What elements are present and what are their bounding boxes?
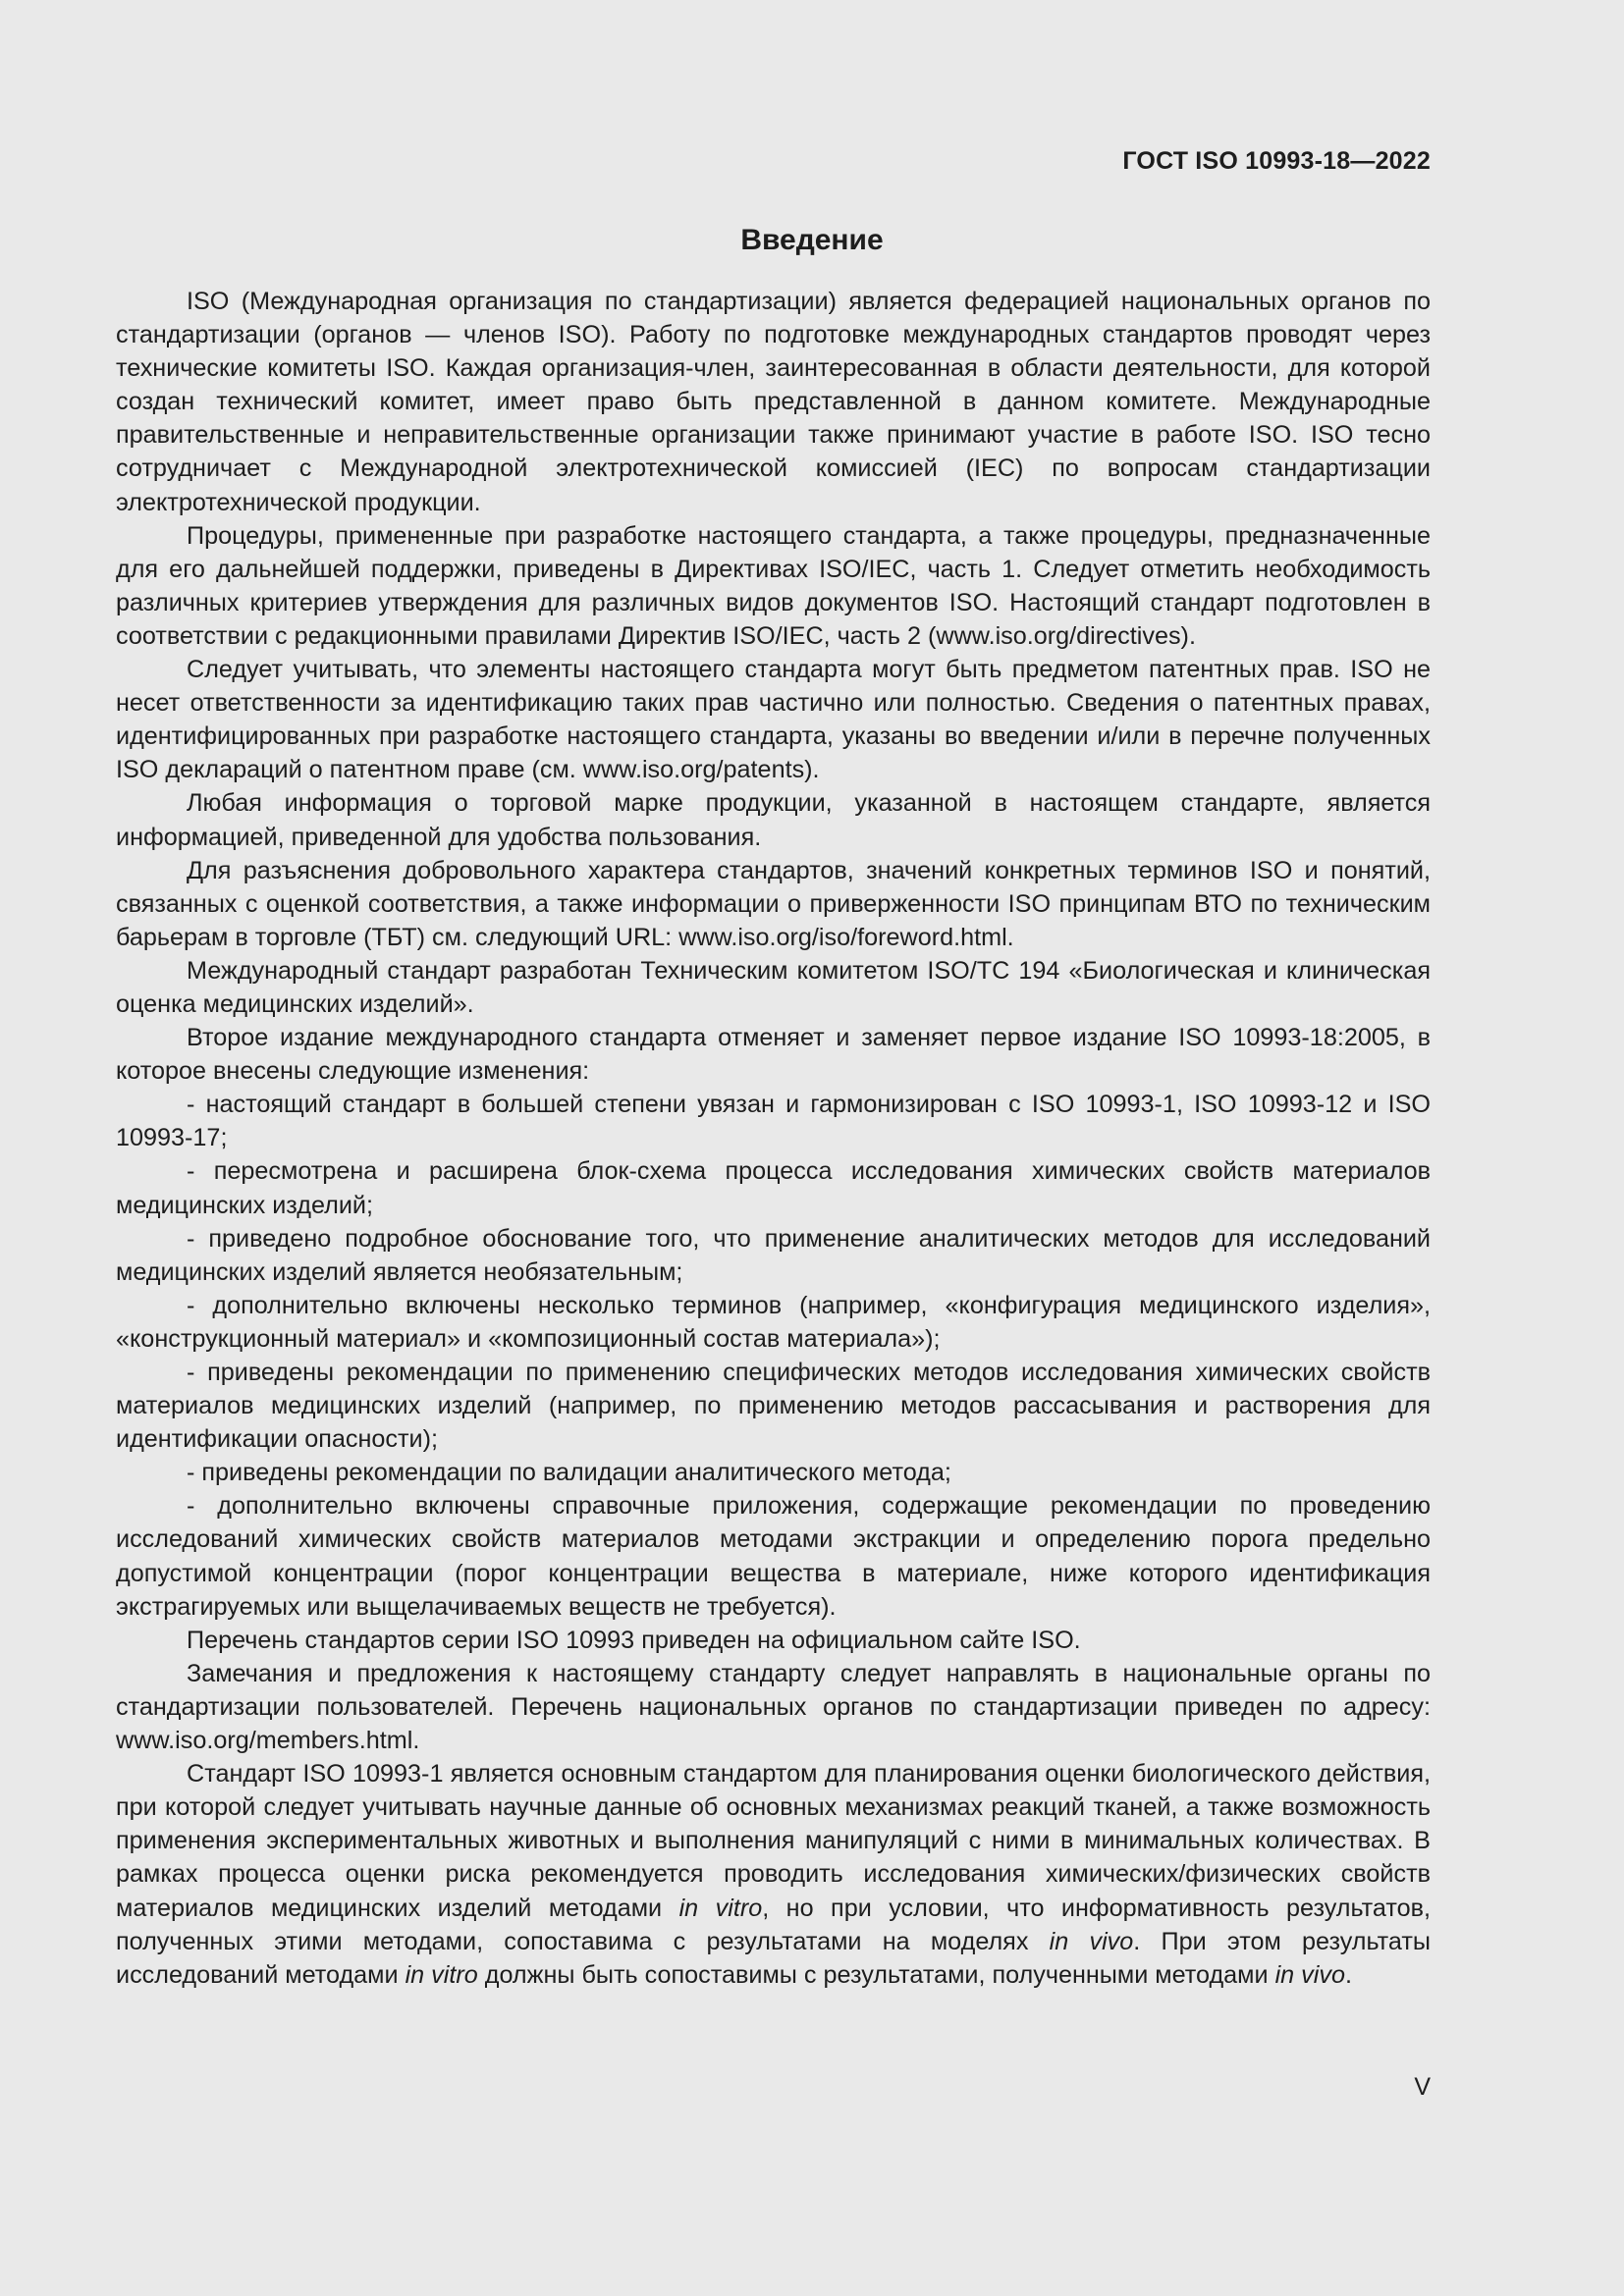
document-body — [116, 285, 1431, 1992]
paragraph-procedures: Процедуры, примененные при разработке настоящего стандарта, а также процедуры, предназначенные для его дальнейшей поддержки, приведены в Директивах ISO/IEC, часть 1. Следует отметить необходимость различных критериев утверждения для различных видов документов ISO. Настоящий стандарт подготовлен в соответствии с редакционными правилами Директив ISO/IEC, часть 2 (www.iso.org/directives). — [116, 521, 1431, 650]
list-item: - дополнительно включены справочные приложения, содержащие рекомендации по проведению исследований химических свойств материалов методами экстракции и определению порога предельно допустимой концентрации (порог концентрации вещества в материале, ниже которого идентификация экстрагируемых или выщелачиваемых веществ не требуется). — [116, 1492, 1431, 1621]
paragraph-patents: Следует учитывать, что элементы настоящего стандарта могут быть предметом патентных прав. ISO не несет ответственности за идентификацию таких прав частично или полностью. Сведения о патентных правах, идентифицированных при разработке настоящего стандарта, указаны во введении и/или в перечне полученных ISO деклараций о патентном праве (см. www.iso.org/patents). — [116, 656, 1431, 784]
italic-term: in vitro — [405, 1960, 478, 1989]
text-segment: должны быть сопоставимы с результатами, полученными методами — [477, 1960, 1275, 1989]
text-segment: . — [1344, 1960, 1352, 1989]
changes-list — [116, 1088, 1431, 1624]
list-item: - приведено подробное обоснование того, что применение аналитических методов для исследований медицинских изделий является необязательным; — [116, 1224, 1431, 1286]
paragraph-series-list: Перечень стандартов серии ISO 10993 приведен на официальном сайте ISO. — [187, 1626, 1081, 1654]
list-item: - приведены рекомендации по применению специфических методов исследования химических свойств материалов медицинских изделий (например, по применению методов рассасывания и растворения для идентификации опасности); — [116, 1359, 1431, 1454]
italic-term: in vivo — [1274, 1960, 1345, 1989]
text-segment: , но при условии, что информативность результатов, полученных этими методами, сопоставима с результатами на моделях — [116, 1894, 1431, 1955]
text-segment: . При этом результаты исследований методами — [116, 1927, 1431, 1989]
paragraph-voluntary-nature: Для разъяснения добровольного характера стандартов, значений конкретных терминов ISO и понятий, связанных с оценкой соответствия, а также информации о приверженности ISO принципам ВТО по техническим барьерам в торговле (ТБТ) см. следующий URL: www.iso.org/iso/foreword.html. — [116, 856, 1431, 951]
list-item: - настоящий стандарт в большей степени увязан и гармонизирован с ISO 10993-1, ISO 10993-12 и ISO 10993-17; — [116, 1091, 1431, 1152]
list-item: - приведены рекомендации по валидации аналитического метода; — [187, 1459, 951, 1487]
list-item: - пересмотрена и расширена блок-схема процесса исследования химических свойств материалов медицинских изделий; — [116, 1157, 1431, 1219]
paragraph-comments: Замечания и предложения к настоящему стандарту следует направлять в национальные органы по стандартизации пользователей. Перечень национальных органов по стандартизации приведен по адресу: www.iso.org/members.html. — [116, 1659, 1431, 1755]
paragraph-trademark: Любая информация о торговой марке продукции, указанной в настоящем стандарте, является информацией, приведенной для удобства пользования. — [116, 789, 1431, 851]
section-title: Введение — [740, 224, 884, 256]
paragraph-technical-committee: Международный стандарт разработан Техническим комитетом ISO/TC 194 «Биологическая и клиническая оценка медицинских изделий». — [116, 956, 1431, 1018]
document-code-header: ГОСТ ISO 10993-18—2022 — [1122, 147, 1431, 175]
text-segment: Стандарт ISO 10993-1 является основным стандартом для планирования оценки биологического действия, при которой следует учитывать научные данные об основных механизмах реакций тканей, а также возможность применения экспериментальных животных и выполнения манипуляций с ними в минимальных количествах. В рамках процесса оценки риска рекомендуется проводить исследования химических/физических свойств материалов медицинских изделий методами — [116, 1760, 1431, 1922]
list-item: - дополнительно включены несколько терминов (например, «конфигурация медицинского изделия», «конструкционный материал» и «композиционный состав материала»); — [116, 1291, 1431, 1353]
page-number: V — [1414, 2073, 1431, 2101]
paragraph-biological-evaluation — [116, 1757, 1431, 1992]
paragraph-second-edition: Второе издание международного стандарта отменяет и заменяет первое издание ISO 10993-18:2005, в которое внесены следующие изменения: — [116, 1024, 1431, 1086]
paragraph-iso-federation: ISO (Международная организация по стандартизации) является федерацией национальных органов по стандартизации (органов — членов ISO). Работу по подготовке международных стандартов проводят через технические комитеты ISO. Каждая организация-член, заинтересованная в области деятельности, для которой создан технический комитет, имеет право быть представленной в данном комитете. Международные правительственные и неправительственные организации также принимают участие в работе ISO. ISO тесно сотрудничает с Международной электротехнической комиссией (IEC) по вопросам стандартизации электротехнической продукции. — [116, 288, 1431, 516]
italic-term: in vitro — [678, 1894, 763, 1922]
italic-term: in vivo — [1049, 1927, 1134, 1955]
